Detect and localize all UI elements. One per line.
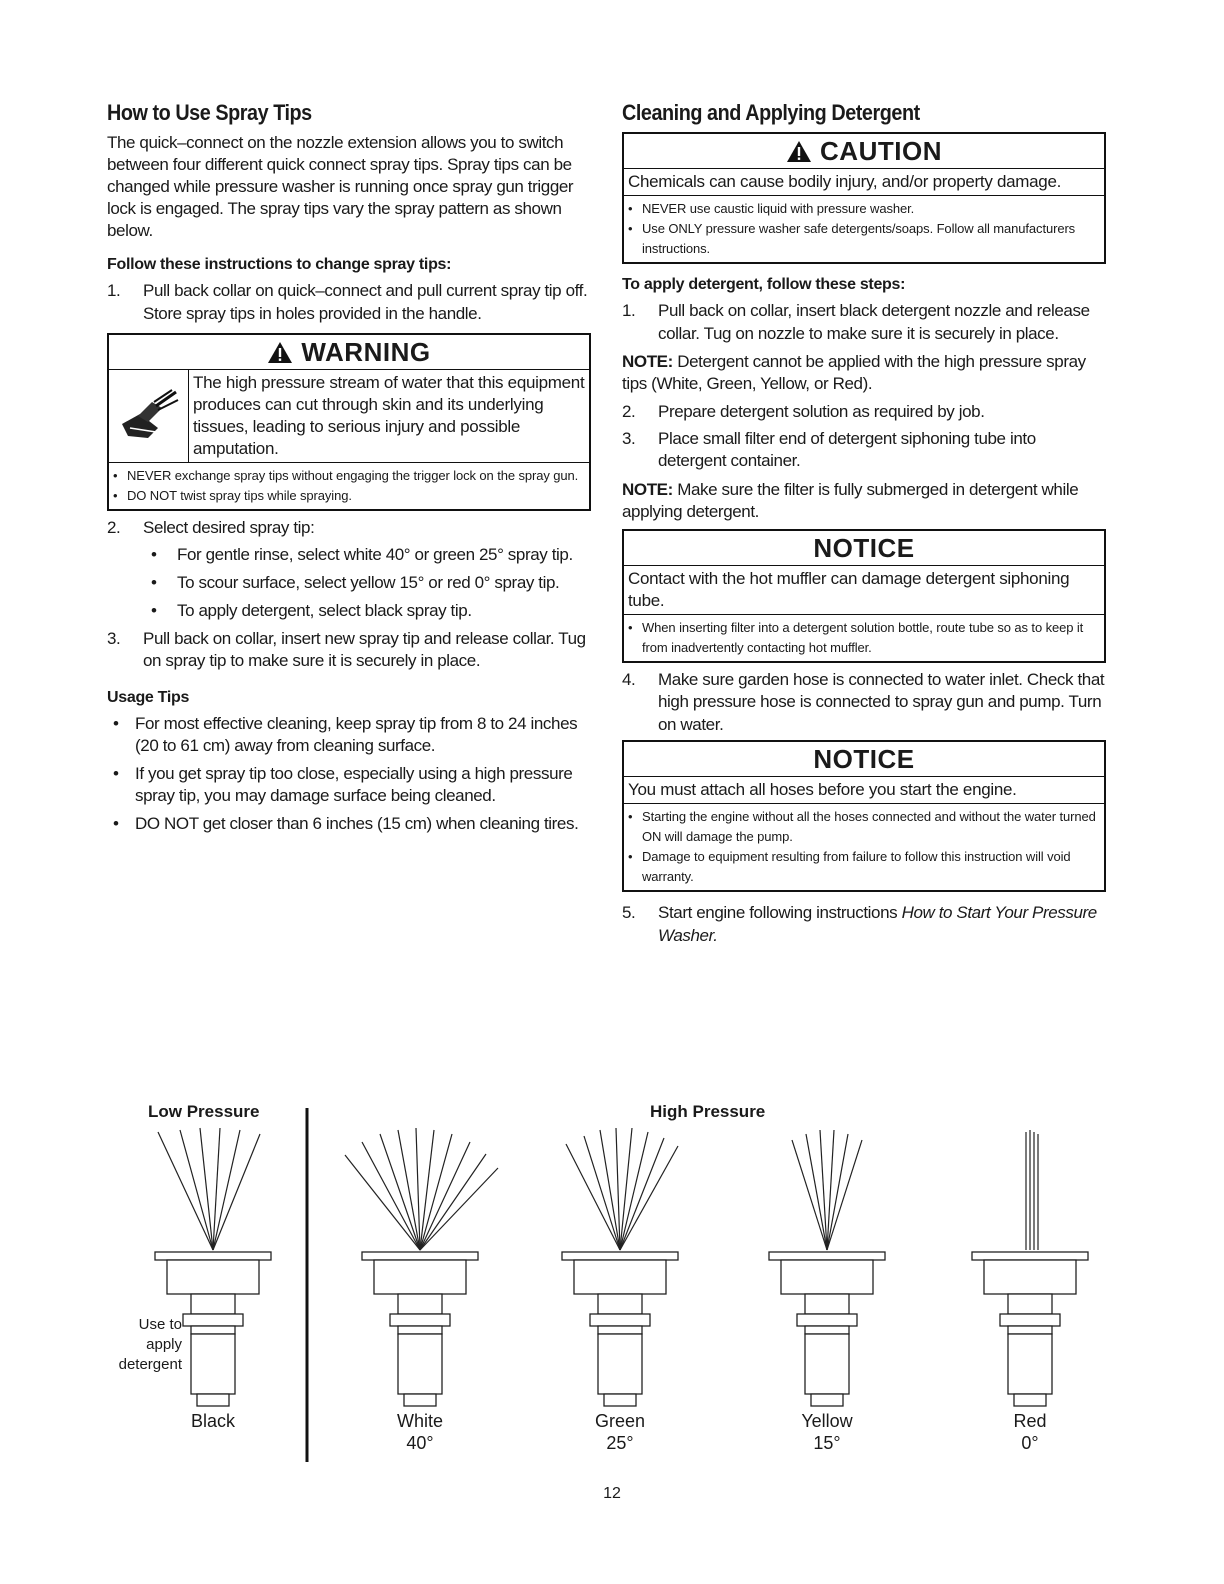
right-column	[622, 100, 1106, 951]
step-5	[622, 902, 1106, 947]
warning-triangle-icon	[267, 341, 293, 364]
step-1	[622, 300, 1106, 345]
step-number: 2.	[107, 518, 121, 537]
step-text: Start engine following instructions How to Start Your Pressure Washer.	[658, 903, 1097, 945]
list-item: • To apply detergent, select black spray tip.	[151, 600, 472, 620]
caution-list	[624, 196, 1104, 262]
step-number: 1.	[107, 281, 121, 300]
warning-list	[109, 463, 589, 509]
use-to-apply-detergent-label: Use to apply detergent	[118, 1316, 182, 1373]
list-item: • Damage to equipment resulting from failure to follow this instruction will void warranty.	[628, 849, 1071, 884]
step-text: Select desired spray tip:	[143, 518, 315, 537]
list-item: • If you get spray tip too close, especially using a high pressure spray tip, you may damage surface being cleaned.	[113, 763, 573, 805]
caution-box	[622, 132, 1106, 264]
step-text: Make sure garden hose is connected to water inlet. Check that high pressure hose is connected to spray gun and pump. Turn on water.	[658, 669, 1105, 734]
caution-triangle-icon	[786, 140, 812, 163]
step-number: 2.	[622, 402, 636, 421]
warning-body	[109, 370, 589, 463]
tip-label-yellow: Yellow 15°	[801, 1411, 853, 1453]
instructions-heading: Follow these instructions to change spray tips:	[107, 256, 452, 273]
notice-list	[624, 615, 1104, 661]
steps-heading: To apply detergent, follow these steps:	[622, 276, 906, 293]
step-number: 3.	[107, 628, 121, 648]
step-text: Prepare detergent solution as required by job.	[658, 402, 985, 421]
step-text: Pull back on collar, insert black detergent nozzle and release collar. Tug on nozzle to make sure it is securely in place.	[658, 301, 1090, 343]
step-3	[622, 428, 1106, 473]
step-number: 5.	[622, 903, 636, 922]
intro-paragraph: The quick–connect on the nozzle extension allows you to switch between four different quick connect spray tips. Spray tips can be changed while pressure washer is running once spray gun trigger lock is engaged. The spray tips vary the spray pattern as shown below.	[107, 133, 574, 240]
usage-tips-heading: Usage Tips	[107, 688, 190, 706]
list-item: • Starting the engine without all the hoses connected and without the water turned ON will damage the pump.	[628, 809, 1096, 844]
list-item: • Use ONLY pressure washer safe detergents/soaps. Follow all manufacturers instructions.	[628, 221, 1076, 256]
list-item: • When inserting filter into a detergent solution bottle, route tube so as to keep it from inadvertently contacting hot muffler.	[628, 619, 1084, 655]
caution-message: Chemicals can cause bodily injury, and/or property damage.	[624, 169, 1104, 196]
step-3	[107, 628, 591, 673]
step-text: Place small filter end of detergent siphoning tube into detergent container.	[658, 428, 1036, 470]
tip-label-red: Red 0°	[1013, 1411, 1047, 1453]
list-item: • DO NOT get closer than 6 inches (15 cm) when cleaning tires.	[113, 813, 579, 833]
list-item: • DO NOT twist spray tips while spraying.	[113, 488, 352, 503]
step-number: 4.	[622, 669, 636, 689]
step-text: Pull back on collar, insert new spray tip and release collar. Tug on spray tip to make sure it is securely in place.	[143, 628, 586, 670]
notice-header: NOTICE	[624, 531, 1104, 566]
nozzle-shapes	[155, 1252, 1088, 1406]
section-title-detergent: Cleaning and Applying Detergent	[622, 100, 920, 125]
step-number: 1.	[622, 301, 636, 320]
list-item: • NEVER exchange spray tips without engaging the trigger lock on the spray gun.	[113, 468, 579, 483]
caution-header	[624, 134, 1104, 169]
step-2	[107, 517, 591, 540]
spray-tip-diagram	[100, 1100, 1130, 1480]
step-text: Pull back collar on quick–connect and pull current spray tip off. Store spray tips in holes provided in the handle.	[143, 281, 588, 323]
tip-label-green: Green 25°	[594, 1411, 646, 1453]
warning-box	[107, 333, 591, 511]
spray-lines	[158, 1128, 1038, 1250]
high-pressure-hazard-icon	[109, 370, 189, 462]
low-pressure-label: Low Pressure	[148, 1102, 260, 1121]
notice-list	[624, 804, 1104, 890]
tip-label-white: White 40°	[396, 1411, 443, 1453]
tip-label-black: Black	[190, 1411, 235, 1431]
step-1	[107, 280, 591, 325]
list-item: • NEVER use caustic liquid with pressure washer.	[628, 201, 915, 216]
notice-header: NOTICE	[624, 742, 1104, 777]
step-4	[622, 669, 1106, 737]
list-item: • To scour surface, select yellow 15° or red 0° spray tip.	[151, 572, 560, 592]
list-item: • For most effective cleaning, keep spray tip from 8 to 24 inches (20 to 61 cm) away from cleaning surface.	[113, 713, 578, 755]
step-2	[622, 401, 1106, 424]
notice-box-2	[622, 740, 1106, 892]
section-title-spray-tips: How to Use Spray Tips	[107, 100, 312, 125]
notice-message: You must attach all hoses before you start the engine.	[624, 777, 1104, 804]
step-reference: How to Start Your Pressure Washer.	[658, 903, 1097, 945]
note-2: NOTE: Make sure the filter is fully submerged in detergent while applying detergent.	[622, 479, 1079, 521]
warning-header	[109, 335, 589, 370]
caution-label: CAUTION	[820, 136, 942, 166]
list-item: • For gentle rinse, select white 40° or green 25° spray tip.	[151, 544, 573, 564]
step-number: 3.	[622, 428, 636, 448]
warning-message: The high pressure stream of water that this equipment produces can cut through skin and its underlying tissues, leading to serious injury and possible amputation.	[193, 373, 585, 458]
page-number: 12	[603, 1485, 621, 1502]
notice-box-1	[622, 529, 1106, 663]
left-column	[107, 100, 591, 841]
high-pressure-label: High Pressure	[650, 1102, 766, 1121]
note-1: NOTE: Detergent cannot be applied with the high pressure spray tips (White, Green, Yellow, or Red).	[622, 352, 1086, 393]
notice-message: Contact with the hot muffler can damage detergent siphoning tube.	[624, 566, 1104, 615]
warning-label: WARNING	[301, 337, 431, 367]
